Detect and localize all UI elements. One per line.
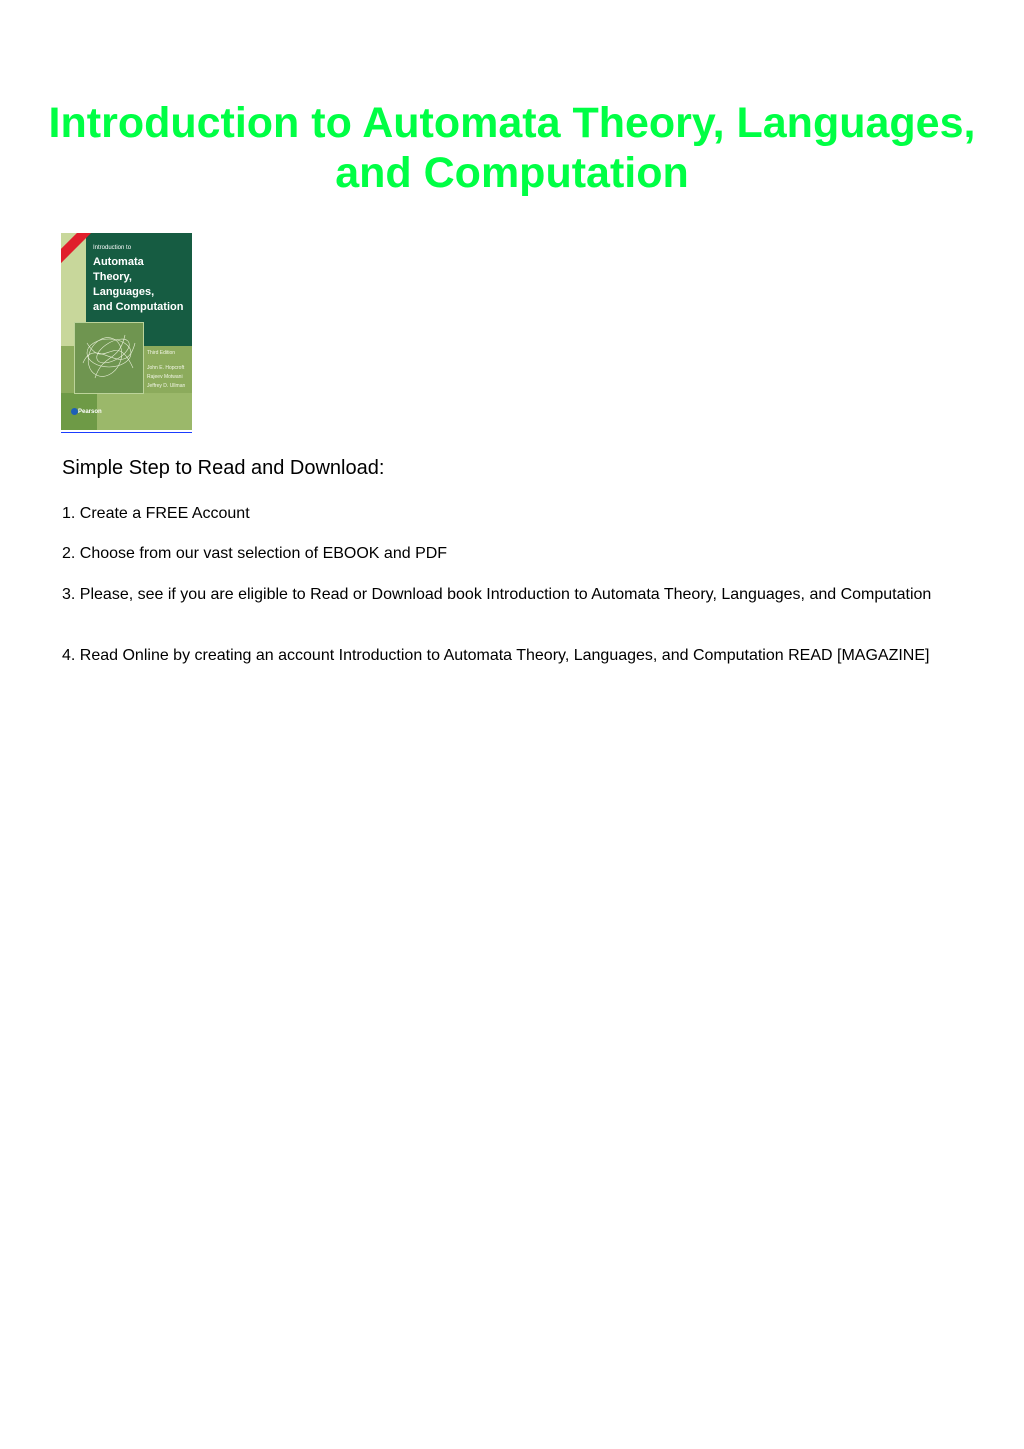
instruction-step: 1. Create a FREE Account xyxy=(62,505,250,522)
cover-edition: Third Edition xyxy=(147,350,176,356)
cover-authors xyxy=(147,364,185,391)
instruction-step: 2. Choose from our vast selection of EBOOK and PDF xyxy=(62,545,448,562)
cover-author: Rajeev Motwani xyxy=(147,374,183,380)
cover-author: Jeffrey D. Ullman xyxy=(147,383,186,389)
scribble-illustration-icon xyxy=(75,323,143,393)
cover-title-line: Languages, xyxy=(93,286,155,298)
pearson-logo-icon xyxy=(71,408,78,415)
cover-title-line: and Computation xyxy=(93,301,184,313)
book-cover-image xyxy=(61,233,192,430)
cover-publisher: Pearson xyxy=(78,409,102,415)
cover-footer-block xyxy=(97,393,192,430)
cover-author: John E. Hopcroft xyxy=(147,365,185,371)
cover-title-line: Theory, xyxy=(93,271,132,283)
instruction-step: 3. Please, see if you are eligible to Read or Download book Introduction to Automata Theory, Languages, and Computation xyxy=(62,586,932,603)
instruction-step: 4. Read Online by creating an account Introduction to Automata Theory, Languages, and Computation READ [MAGAZINE] xyxy=(62,647,930,664)
instructions-heading: Simple Step to Read and Download: xyxy=(62,457,385,479)
book-cover-link[interactable] xyxy=(61,233,192,433)
page-title: Introduction to Automata Theory, Languages, and Computation xyxy=(48,99,976,197)
cover-scribble-art xyxy=(74,322,144,394)
cover-title-text xyxy=(93,255,183,315)
cover-intro-text: Introduction to xyxy=(93,245,132,251)
cover-title-line: Automata xyxy=(93,256,144,268)
